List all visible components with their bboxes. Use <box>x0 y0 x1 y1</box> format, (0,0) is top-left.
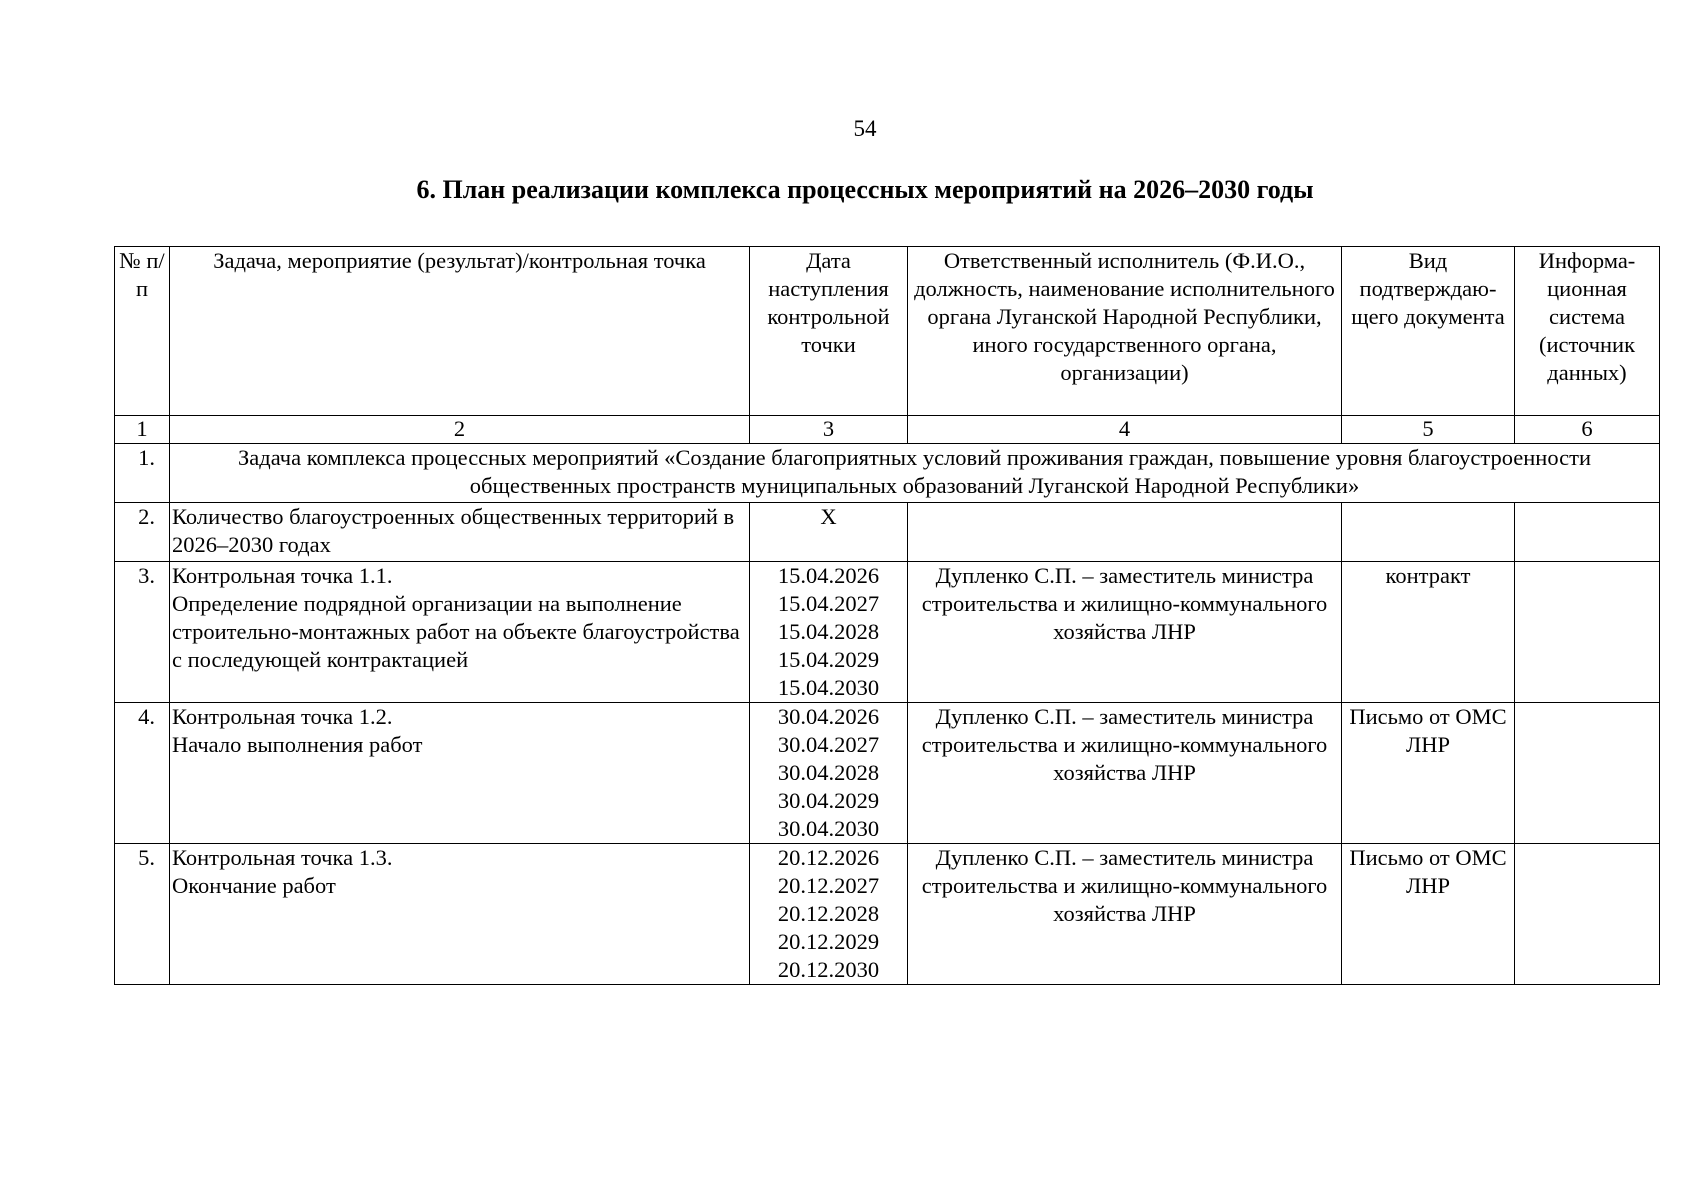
header-date: Дата наступления контрольной точки <box>750 247 908 416</box>
header-responsible: Ответственный исполнитель (Ф.И.О., должность, наименование исполнительного органа Луганской Народной Республики, иного государственного органа, организации) <box>908 247 1342 416</box>
header-row <box>115 247 1660 416</box>
row-info-system <box>1515 703 1660 844</box>
date-item: 30.04.2027 <box>777 732 880 757</box>
row-doc-type <box>1342 503 1515 562</box>
date-item: 20.12.2028 <box>777 901 880 926</box>
control-point-title: Контрольная точка 1.2. <box>172 704 393 729</box>
row-number: 1. <box>115 444 170 503</box>
date-item: 15.04.2026 <box>777 563 880 588</box>
date-item: 15.04.2028 <box>777 619 880 644</box>
row-number: 2. <box>115 503 170 562</box>
row-dates <box>750 703 908 844</box>
row-number: 4. <box>115 703 170 844</box>
header-info-system: Информа-ционная система (источник данных) <box>1515 247 1660 416</box>
column-numbers-row <box>115 416 1660 444</box>
date-item: 30.04.2026 <box>777 704 880 729</box>
row-responsible: Дупленко С.П. – заместитель министра строительства и жилищно-коммунального хозяйства ЛНР <box>908 844 1342 985</box>
date-item: 20.12.2030 <box>777 957 880 982</box>
column-number: 2 <box>170 416 750 444</box>
task-description: Задача комплекса процессных мероприятий «Создание благоприятных условий проживания граждан, повышение уровня благоустроенности общественных пространств муниципальных образований Луганской Народной Республики» <box>170 444 1660 503</box>
table-row <box>115 844 1660 985</box>
control-point-text: Начало выполнения работ <box>172 732 423 757</box>
row-task <box>170 562 750 703</box>
header-num: № п/п <box>115 247 170 416</box>
header-doc-type: Вид подтверждаю-щего документа <box>1342 247 1515 416</box>
column-number: 4 <box>908 416 1342 444</box>
date-item: 30.04.2030 <box>777 816 880 841</box>
row-doc-type: контракт <box>1342 562 1515 703</box>
control-point-text: Определение подрядной организации на выполнение строительно-монтажных работ на объекте благоустройства с последующей контрактацией <box>172 591 740 672</box>
date-item: 15.04.2029 <box>777 647 880 672</box>
table-row <box>115 503 1660 562</box>
row-number: 3. <box>115 562 170 703</box>
row-dates <box>750 562 908 703</box>
row-dates: Х <box>750 503 908 562</box>
column-number: 1 <box>115 416 170 444</box>
row-number: 5. <box>115 844 170 985</box>
column-number: 5 <box>1342 416 1515 444</box>
control-point-text: Окончание работ <box>172 873 336 898</box>
date-item: 30.04.2029 <box>777 788 880 813</box>
row-info-system <box>1515 844 1660 985</box>
date-item: 20.12.2027 <box>777 873 880 898</box>
row-doc-type: Письмо от ОМС ЛНР <box>1342 844 1515 985</box>
date-item: 20.12.2029 <box>777 929 880 954</box>
page-number: 54 <box>853 116 877 141</box>
row-responsible: Дупленко С.П. – заместитель министра строительства и жилищно-коммунального хозяйства ЛНР <box>908 562 1342 703</box>
row-task <box>170 844 750 985</box>
header-task: Задача, мероприятие (результат)/контрольная точка <box>170 247 750 416</box>
date-item: 20.12.2026 <box>777 845 880 870</box>
date-item: 15.04.2030 <box>777 675 880 700</box>
row-task: Количество благоустроенных общественных территорий в 2026–2030 годах <box>170 503 750 562</box>
date-item: 30.04.2028 <box>777 760 880 785</box>
row-doc-type: Письмо от ОМС ЛНР <box>1342 703 1515 844</box>
task-row <box>115 444 1660 503</box>
row-dates <box>750 844 908 985</box>
row-info-system <box>1515 562 1660 703</box>
row-responsible <box>908 503 1342 562</box>
control-point-title: Контрольная точка 1.3. <box>172 845 393 870</box>
page-title: 6. План реализации комплекса процессных мероприятий на 2026–2030 годы <box>416 175 1314 204</box>
plan-table <box>114 246 1660 985</box>
table-row <box>115 562 1660 703</box>
column-number: 6 <box>1515 416 1660 444</box>
row-responsible: Дупленко С.П. – заместитель министра строительства и жилищно-коммунального хозяйства ЛНР <box>908 703 1342 844</box>
table-row <box>115 703 1660 844</box>
row-info-system <box>1515 503 1660 562</box>
control-point-title: Контрольная точка 1.1. <box>172 563 393 588</box>
row-task <box>170 703 750 844</box>
column-number: 3 <box>750 416 908 444</box>
date-item: 15.04.2027 <box>777 591 880 616</box>
